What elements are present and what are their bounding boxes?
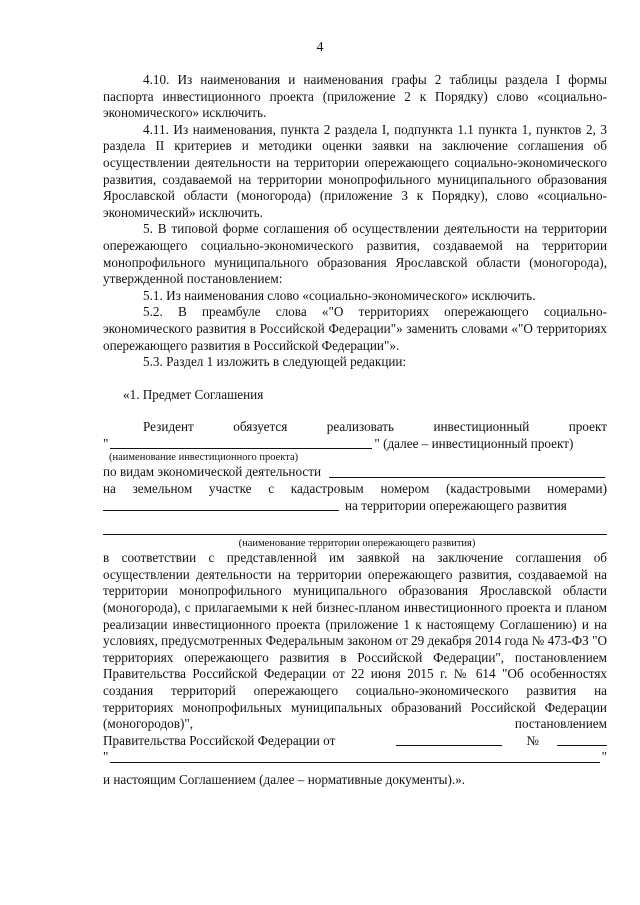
after-project-text: " (далее – инвестиционный проект) [374,435,574,451]
paragraph-4-11: 4.11. Из наименования, пункта 2 раздела I, подпункта 1.1 пункта 1, пунктов 2, 3 раздела II критериев и методики оценки заявки на заключение соглашения об осуществлении деятельности на территории опережающего социально-экономического развития, создаваемой на территории монопрофильного муниципального образования Ярославской области (моногорода) (приложение 3 к Порядку), слово «социально-экономический» исключить. [103,121,607,220]
word-project: проект [568,419,607,435]
paragraph-4-10: 4.10. Из наименования и наименования графы 2 таблицы раздела I формы паспорта инвестиционного проекта (приложение 2 к Порядку) слово «социально-экономического» исключить. [103,72,607,121]
paragraph-5-2: 5.2. В преамбуле слова «"О территориях опережающего социально-экономического развития в Российской Федерации"» заменить словами «"О территориях опережающего развития в Российской Федерации"». [103,304,607,353]
document-name-field[interactable] [110,750,599,763]
territory-tail: на территории опережающего развития [345,497,567,513]
quote-close-2: " [601,749,607,765]
government-text: Правительства Российской Федерации от [103,732,336,748]
paragraph-5-1: 5.1. Из наименования слово «социально-экономического» исключить. [143,287,536,303]
resident-line [103,419,607,436]
page-number: 4 [316,40,324,55]
quote-open-2: " [103,749,109,765]
activity-line [103,464,607,481]
activity-field[interactable] [329,465,605,478]
word-resident: Резидент [143,419,194,435]
document-name-line [103,749,607,766]
number-sign: № [526,732,539,748]
word-obliges: обязуется [233,419,288,435]
territory-caption: (наименование территории опережающего развития) [238,538,476,550]
activity-label: по видам экономической деятельности [103,464,322,480]
word-implement: реализовать [326,419,395,435]
cadastral-number-field[interactable] [103,498,339,511]
project-name-field[interactable] [110,436,372,449]
document-body [103,72,607,789]
territory-field-line [103,522,607,538]
cadastral-line [103,498,607,515]
project-field-line [103,436,607,453]
word-investment: инвестиционный [433,419,530,435]
project-caption: (наименование инвестиционного проекта) [109,452,299,464]
territory-name-field[interactable] [103,522,607,535]
number-field[interactable] [557,733,607,746]
date-field[interactable] [396,733,502,746]
section-heading: «1. Предмет Соглашения [123,386,264,402]
land-line: на земельном участке с кадастровым номером (кадастровыми номерами) [103,481,607,497]
paragraph-5: 5. В типовой форме соглашения об осуществлении деятельности на территории опережающего социально-экономического развития, создаваемой на территории монопрофильного муниципального образования Ярославской области (моногорода), утвержденной постановлением: [103,221,607,287]
quote-open: " [103,435,109,451]
government-line [103,733,607,750]
main-text: в соответствии с представленной им заявкой на заключение соглашения об осуществлении деятельности на территории опережающего развития, создаваемой на территории монопрофильного муниципального образования Ярославской области (моногорода), с прилагаемыми к ней бизнес-планом инвестиционного проекта и планом реализации инвестиционного проекта (приложение 1 к настоящему Соглашению) и на условиях, предусмотренных Федеральным законом от 29 декабря 2014 года № 473-ФЗ "О территориях опережающего развития в Российской Федерации", постановлением Правительства Российской Федерации от 22 июня 2015 г. № 614 "Об особенностях создания территорий опережающего социально-экономического развития на территориях монопрофильных муниципальных образований Российской Федерации (моногородов)", постановлением [103,550,607,732]
final-line: и настоящим Соглашением (далее – нормативные документы).». [103,771,466,787]
paragraph-5-3: 5.3. Раздел 1 изложить в следующей редакции: [143,354,407,370]
